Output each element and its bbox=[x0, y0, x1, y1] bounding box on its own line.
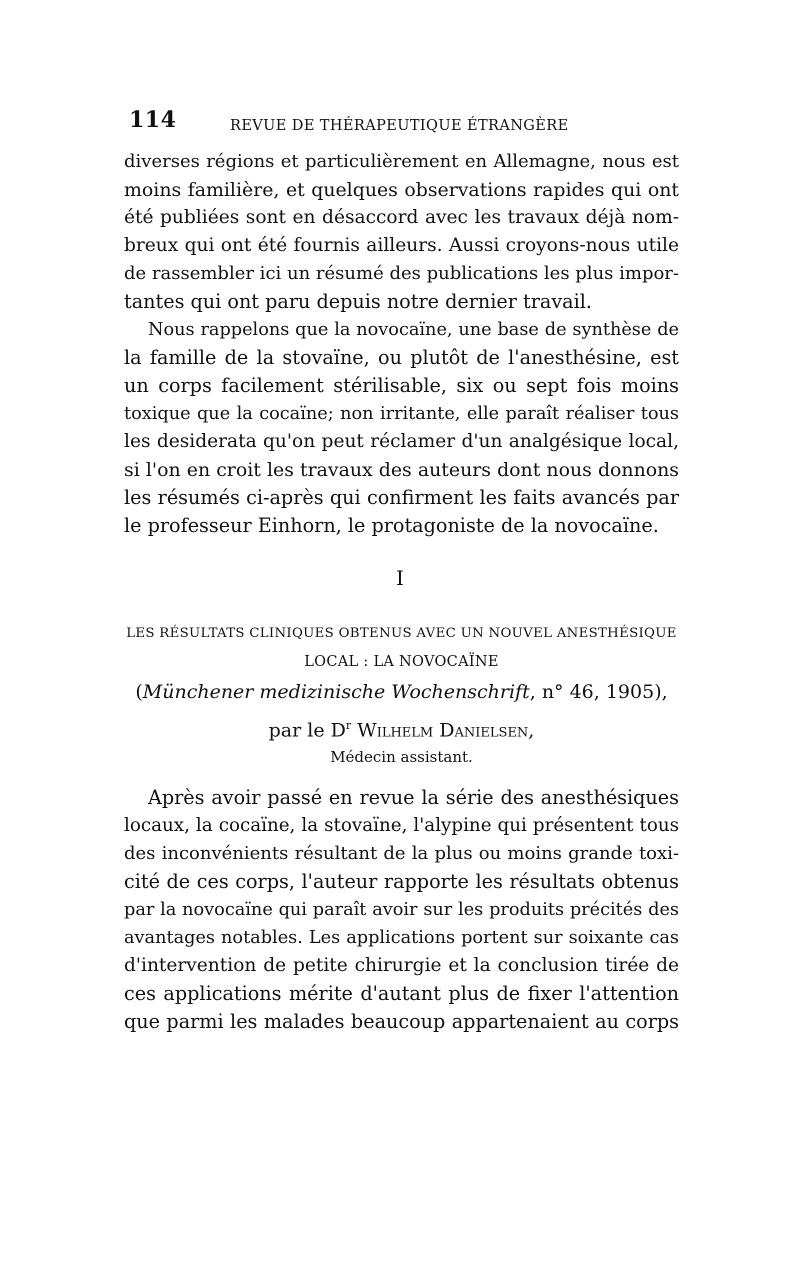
citation-issue: , n° 46, 1905), bbox=[529, 681, 668, 703]
text-line: par la novocaïne qui paraît avoir sur les produits précités des bbox=[124, 900, 679, 920]
text-line: de rassembler ici un résumé des publications les plus impor- bbox=[124, 263, 679, 284]
text-line: locaux, la cocaïne, la stovaïne, l'alypine qui présentent tous bbox=[124, 815, 679, 836]
text-line: des inconvénients résultant de la plus ou moins grande toxi- bbox=[124, 843, 679, 864]
text-line: breux qui ont été fournis ailleurs. Aussi croyons-nous utile bbox=[124, 235, 679, 256]
text-line: Après avoir passé en revue la série des anesthésiques bbox=[148, 786, 679, 809]
text-line: d'intervention de petite chirurgie et la conclusion tirée de bbox=[124, 955, 679, 976]
text-line: la famille de la stovaïne, ou plutôt de l'anesthésine, est bbox=[124, 346, 679, 369]
paragraph-3 bbox=[124, 784, 679, 1036]
text-line: les résumés ci-après qui confirment les faits avancés par bbox=[124, 486, 679, 509]
text-line: été publiées sont en désaccord avec les travaux déjà nom- bbox=[124, 207, 679, 228]
author-name: Wilhelm Danielsen, bbox=[357, 719, 535, 742]
author-title-sup: r bbox=[345, 719, 352, 732]
author-prefix: par le D bbox=[268, 719, 346, 742]
citation bbox=[124, 681, 679, 703]
text-line: toxique que la cocaïne; non irritante, elle paraît réaliser tous bbox=[124, 404, 679, 424]
text-line: les desiderata qu'on peut réclamer d'un analgésique local, bbox=[124, 431, 679, 452]
page-number: 114 bbox=[129, 107, 177, 133]
text-line: ces applications mérite d'autant plus de fixer l'attention bbox=[124, 982, 679, 1005]
text-line: cité de ces corps, l'auteur rapporte les résultats obtenus bbox=[124, 870, 679, 893]
running-head: REVUE DE THÉRAPEUTIQUE ÉTRANGÈRE bbox=[230, 118, 569, 134]
section-title bbox=[124, 620, 679, 676]
citation-journal: Münchener medizinische Wochenschrift bbox=[142, 681, 530, 703]
section-title-line: LES RÉSULTATS CLINIQUES OBTENUS AVEC UN NOUVEL ANESTHÉSIQUE bbox=[126, 626, 677, 641]
text-line: tantes qui ont paru depuis notre dernier travail. bbox=[124, 290, 592, 313]
section-title-line: LOCAL : LA NOVOCAÏNE bbox=[304, 654, 499, 670]
text-line: Nous rappelons que la novocaïne, une base de synthèse de bbox=[148, 320, 679, 340]
section-number: I bbox=[396, 566, 404, 590]
text-line: que parmi les malades beaucoup appartenaient au corps bbox=[124, 1010, 679, 1033]
paragraph-2 bbox=[124, 316, 679, 540]
text-line: avantages notables. Les applications portent sur soixante cas bbox=[124, 928, 679, 948]
paragraph-1 bbox=[124, 148, 679, 316]
text-line: moins familière, et quelques observations rapides qui ont bbox=[124, 179, 679, 201]
text-line: si l'on en croit les travaux des auteurs dont nous donnons bbox=[124, 459, 679, 481]
citation-open: ( bbox=[135, 681, 143, 703]
text-line: le professeur Einhorn, le protagoniste de la novocaïne. bbox=[124, 514, 659, 537]
author-role: Médecin assistant. bbox=[330, 748, 473, 766]
author-line bbox=[124, 719, 679, 741]
text-line: diverses régions et particulièrement en Allemagne, nous est bbox=[124, 151, 679, 172]
text-line: un corps facilement stérilisable, six ou sept fois moins bbox=[124, 374, 679, 397]
